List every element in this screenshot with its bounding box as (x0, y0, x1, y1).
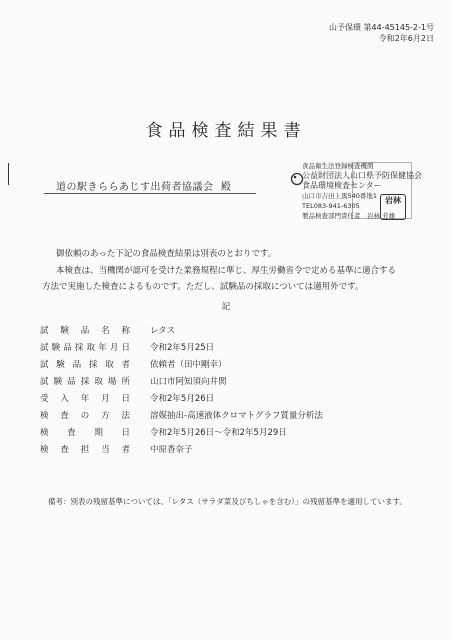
field-value: 令和2年5月25日 (150, 343, 215, 353)
issue-date: 令和2年6月2日 (378, 34, 434, 43)
field-label: 受入年月日 (40, 394, 130, 404)
field-value: レタス (150, 326, 176, 336)
field-label: 試験品名称 (40, 326, 130, 336)
intro-paragraph: 本検査は、当機関が認可を受けた業務規程に準じ、厚生労働省令で定める基準に適合する (56, 265, 397, 276)
field-label: 試験品採取者 (40, 360, 130, 370)
reference-number: 山予保環 第44-45145-2-1号 (328, 23, 434, 32)
field-value: 中原香奈子 (150, 445, 193, 455)
ki-heading: 記 (221, 302, 231, 312)
field-value: 令和2年5月26日 (150, 394, 215, 404)
issuer-line: 公益財団法人山口県予防保健協会 (302, 171, 422, 180)
issuer-line: 食品環境検査センター (302, 181, 382, 190)
field-label: 検査担当者 (40, 445, 130, 455)
issuer-line: 山口市吉田上黒540番地1 (302, 192, 378, 200)
margin-mark (8, 163, 9, 185)
issuer-line: 製品検査部門責任者 岩林 芳雄 (302, 212, 396, 220)
personal-seal: 岩林 (380, 194, 406, 220)
intro-paragraph: 方法で実施した検査によるものです。ただし、試験品の採取については適用外です。 (42, 282, 364, 292)
addressee-underline (44, 193, 256, 194)
field-value: 依頼者（田中剛幸） (150, 360, 227, 370)
field-value: 山口市阿知須向井関 (150, 377, 227, 387)
field-label: 試験品採取年月日 (40, 343, 130, 353)
field-label: 試験品採取場所 (40, 377, 130, 387)
field-label: 検査の方法 (40, 411, 130, 421)
field-value: 令和2年5月26日～令和2年5月29日 (150, 428, 287, 438)
intro-text (42, 246, 422, 296)
addressee-honorific: 殿 (220, 182, 232, 193)
field-value: 溶媒抽出-高速液体クロマトグラフ質量分析法 (150, 411, 323, 421)
remarks-note: 備考：別表の残留基準については、「レタス（サラダ菜及びちしゃを含む）」の残留基準を適用しています。 (48, 497, 407, 506)
field-label: 検査期日 (40, 428, 130, 438)
document-title: 食品検査結果書 (145, 121, 307, 141)
issuer-block (302, 161, 442, 221)
issuer-line: TEL083-941-6305 (302, 202, 360, 210)
intro-paragraph: 御依頼のあった下記の食品検査結果は別表のとおりです。 (56, 249, 277, 259)
addressee-name: 道の駅きららあじす出荷者協議会 (56, 182, 214, 193)
issuer-line: 食品衛生法登録検査機関 (302, 162, 374, 170)
addressee (56, 178, 231, 193)
